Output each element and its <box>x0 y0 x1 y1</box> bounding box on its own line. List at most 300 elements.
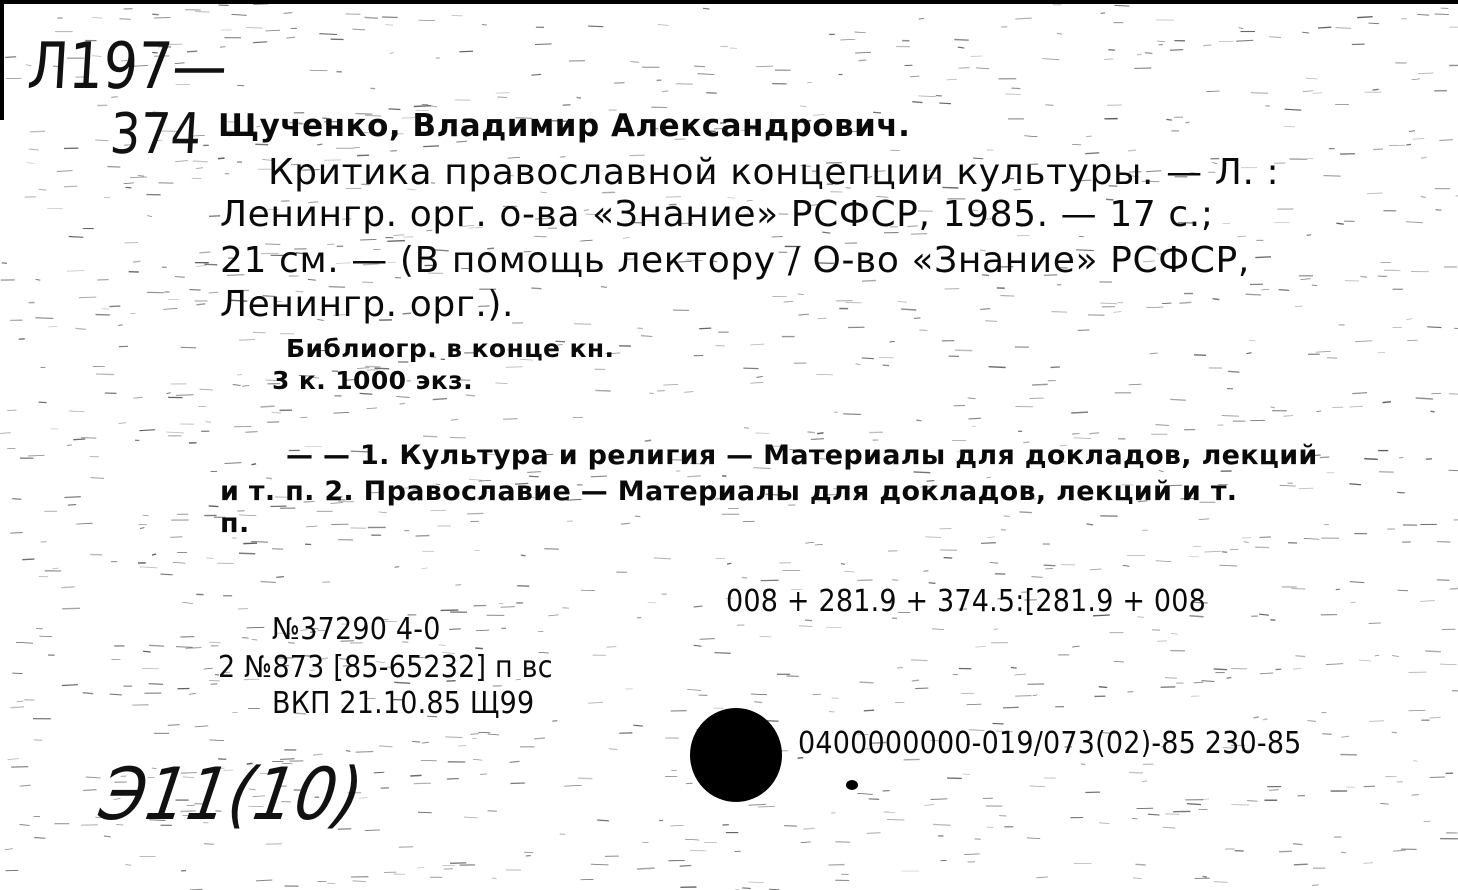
texture-dash <box>1393 850 1406 851</box>
texture-dash <box>286 37 295 38</box>
texture-dash <box>742 888 751 889</box>
texture-dash <box>109 306 120 307</box>
texture-dash <box>506 367 523 368</box>
texture-dash <box>1203 45 1211 46</box>
texture-dash <box>944 558 953 559</box>
texture-dash <box>237 85 244 86</box>
texture-dash <box>976 68 989 69</box>
texture-dash <box>999 815 1006 816</box>
texture-dash <box>601 287 607 288</box>
texture-dash <box>246 28 262 29</box>
texture-dash <box>859 60 867 61</box>
texture-dash <box>637 328 643 329</box>
texture-dash <box>1417 14 1429 15</box>
texture-dash <box>175 277 185 278</box>
texture-dash <box>1454 328 1458 329</box>
texture-dash <box>1299 488 1314 489</box>
texture-dash <box>73 439 85 440</box>
texture-dash <box>1137 54 1142 55</box>
texture-dash <box>482 25 487 26</box>
texture-dash <box>1012 88 1021 89</box>
texture-dash <box>1420 601 1435 602</box>
texture-dash <box>395 567 400 568</box>
texture-dash <box>911 660 928 661</box>
texture-dash <box>6 870 19 871</box>
texture-dash <box>1078 330 1090 331</box>
texture-dash <box>95 140 108 141</box>
texture-dash <box>1437 542 1451 543</box>
texture-dash <box>933 824 950 825</box>
texture-dash <box>149 684 163 685</box>
texture-dash <box>841 564 845 565</box>
subjects-line-2: и т. п. 2. Православие — Материалы для докладов, лекций и т. <box>220 476 1238 507</box>
subjects-line-3: п. <box>220 508 250 539</box>
texture-dash <box>1251 93 1268 94</box>
texture-dash <box>1449 470 1458 471</box>
texture-dash <box>69 411 85 412</box>
texture-dash <box>1450 588 1458 589</box>
texture-dash <box>919 330 927 331</box>
texture-dash <box>1042 59 1059 60</box>
texture-dash <box>433 399 447 400</box>
texture-dash <box>1431 393 1441 394</box>
texture-dash <box>1128 150 1136 151</box>
texture-dash <box>124 183 134 184</box>
texture-dash <box>199 252 210 253</box>
texture-dash <box>1283 416 1293 417</box>
texture-dash <box>1099 823 1109 824</box>
texture-dash <box>379 746 392 747</box>
texture-dash <box>1412 79 1420 80</box>
texture-dash <box>531 288 541 289</box>
texture-dash <box>754 702 762 703</box>
texture-dash <box>81 438 96 439</box>
texture-dash <box>247 627 265 628</box>
texture-dash <box>370 88 375 89</box>
texture-dash <box>317 144 322 145</box>
texture-dash <box>143 515 149 516</box>
texture-dash <box>466 395 475 396</box>
texture-dash <box>1369 23 1380 24</box>
texture-dash <box>378 512 387 513</box>
texture-dash <box>798 314 809 315</box>
punch-hole <box>690 708 782 802</box>
texture-dash <box>147 216 152 217</box>
texture-dash <box>662 91 669 92</box>
texture-dash <box>840 39 855 40</box>
texture-dash <box>1036 877 1048 878</box>
texture-dash <box>1312 285 1317 286</box>
texture-dash <box>800 106 806 107</box>
texture-dash <box>963 774 970 775</box>
texture-dash <box>1406 144 1411 145</box>
texture-dash <box>1449 394 1458 395</box>
ink-dot <box>846 780 858 790</box>
texture-dash <box>5 849 13 850</box>
texture-dash <box>676 84 693 85</box>
texture-dash <box>588 702 603 703</box>
texture-dash <box>130 177 147 178</box>
texture-dash <box>1367 193 1383 194</box>
texture-dash <box>57 171 73 172</box>
texture-dash <box>1303 91 1314 92</box>
texture-dash <box>1001 530 1006 531</box>
texture-dash <box>914 318 920 319</box>
texture-dash <box>206 422 212 423</box>
texture-dash <box>1412 139 1424 140</box>
texture-dash <box>8 759 19 760</box>
texture-dash <box>459 51 473 52</box>
texture-dash <box>670 825 683 826</box>
texture-dash <box>390 53 394 54</box>
texture-dash <box>1187 804 1201 805</box>
texture-dash <box>521 555 526 556</box>
texture-dash <box>20 785 31 786</box>
texture-dash <box>843 414 861 415</box>
texture-dash <box>319 34 337 35</box>
subjects-line-1: — — 1. Культура и религия — Материалы для докладов, лекций <box>286 440 1318 471</box>
texture-dash <box>860 682 874 683</box>
texture-dash <box>39 402 47 403</box>
texture-dash <box>597 820 609 821</box>
texture-dash <box>803 828 814 829</box>
texture-dash <box>1437 580 1450 581</box>
texture-dash <box>492 878 497 879</box>
texture-dash <box>104 836 111 837</box>
texture-dash <box>1086 524 1093 525</box>
texture-dash <box>68 505 76 506</box>
texture-dash <box>261 582 276 583</box>
texture-dash <box>844 571 854 572</box>
texture-dash <box>817 433 823 434</box>
texture-dash <box>642 842 648 843</box>
texture-dash <box>1199 519 1210 520</box>
texture-dash <box>119 19 131 20</box>
texture-dash <box>35 318 53 319</box>
texture-dash <box>1357 17 1372 18</box>
texture-dash <box>149 645 164 646</box>
texture-dash <box>197 266 207 267</box>
texture-dash <box>993 723 1004 724</box>
texture-dash <box>272 413 281 414</box>
texture-dash <box>1383 402 1391 403</box>
texture-dash <box>1090 569 1102 570</box>
description-line-2: Ленингр. орг. о-ва «Знание» РСФСР, 1985. — 17 с.; <box>220 194 1214 235</box>
texture-dash <box>1312 885 1319 886</box>
texture-dash <box>209 642 221 643</box>
texture-dash <box>1327 358 1337 359</box>
chamber-line-2: ВКП 21.10.85 Щ99 <box>272 686 535 721</box>
texture-dash <box>1030 786 1046 787</box>
texture-dash <box>1316 351 1331 352</box>
texture-dash <box>1045 105 1053 106</box>
texture-dash <box>1359 660 1371 661</box>
texture-dash <box>374 772 385 773</box>
texture-dash <box>1133 878 1142 879</box>
texture-dash <box>449 629 461 630</box>
texture-dash <box>743 368 758 369</box>
texture-dash <box>47 208 63 209</box>
texture-dash <box>1263 719 1267 720</box>
texture-dash <box>912 680 919 681</box>
texture-dash <box>110 694 122 695</box>
texture-dash <box>784 301 794 302</box>
texture-dash <box>1145 53 1153 54</box>
texture-dash <box>28 455 45 456</box>
texture-dash <box>17 701 24 702</box>
texture-dash <box>1162 303 1171 304</box>
texture-dash <box>855 52 871 53</box>
texture-dash <box>805 542 814 543</box>
texture-dash <box>727 563 731 564</box>
texture-dash <box>969 418 981 419</box>
texture-dash <box>990 562 999 563</box>
texture-dash <box>53 568 59 569</box>
texture-dash <box>419 20 436 21</box>
texture-dash <box>1280 485 1296 486</box>
texture-dash <box>954 40 969 41</box>
texture-dash <box>423 146 439 147</box>
texture-dash <box>473 759 482 760</box>
texture-dash <box>170 537 182 538</box>
texture-dash <box>1269 790 1279 791</box>
texture-dash <box>36 279 41 280</box>
texture-dash <box>758 806 775 807</box>
texture-dash <box>79 297 96 298</box>
texture-dash <box>22 559 34 560</box>
texture-dash <box>1165 678 1177 679</box>
texture-dash <box>69 237 84 238</box>
texture-dash <box>654 558 671 559</box>
texture-dash <box>1412 795 1419 796</box>
texture-dash <box>959 68 970 69</box>
texture-dash <box>190 290 201 291</box>
texture-dash <box>1439 140 1453 141</box>
texture-dash <box>12 673 22 674</box>
texture-dash <box>12 499 21 500</box>
texture-dash <box>1194 355 1206 356</box>
texture-dash <box>1336 223 1343 224</box>
texture-dash <box>195 726 208 727</box>
texture-dash <box>182 602 193 603</box>
texture-dash <box>1421 157 1427 158</box>
texture-dash <box>517 586 529 587</box>
texture-dash <box>1427 327 1441 328</box>
texture-dash <box>503 419 517 420</box>
texture-dash <box>260 406 274 407</box>
texture-dash <box>1019 512 1032 513</box>
texture-dash <box>1031 577 1042 578</box>
texture-dash <box>0 433 10 434</box>
texture-dash <box>385 25 393 26</box>
texture-dash <box>914 472 931 473</box>
texture-dash <box>1424 821 1431 822</box>
texture-dash <box>1032 384 1048 385</box>
texture-dash <box>698 74 715 75</box>
classification-index: 008 + 281.9 + 374.5:[281.9 + 008 <box>726 584 1207 619</box>
texture-dash <box>706 93 717 94</box>
texture-dash <box>1089 433 1099 434</box>
handwritten-note: Э11(10) <box>94 752 369 836</box>
texture-dash <box>968 398 976 399</box>
texture-dash <box>1072 646 1080 647</box>
texture-dash <box>534 236 546 237</box>
texture-dash <box>1024 136 1037 137</box>
texture-dash <box>1380 804 1388 805</box>
texture-dash <box>1350 406 1363 407</box>
texture-dash <box>239 553 255 554</box>
texture-dash <box>92 17 102 18</box>
texture-dash <box>1114 661 1124 662</box>
texture-dash <box>1392 656 1399 657</box>
texture-dash <box>475 550 480 551</box>
texture-dash <box>915 688 928 689</box>
texture-dash <box>1306 78 1318 79</box>
texture-dash <box>444 869 453 870</box>
author-heading: Щученко, Владимир Александрович. <box>218 108 911 144</box>
texture-dash <box>1129 772 1143 773</box>
texture-dash <box>300 417 307 418</box>
texture-dash <box>1373 89 1379 90</box>
texture-dash <box>1142 781 1147 782</box>
texture-dash <box>808 432 815 433</box>
texture-dash <box>161 574 173 575</box>
texture-dash <box>488 734 499 735</box>
texture-dash <box>1205 551 1222 552</box>
texture-dash <box>680 866 692 867</box>
texture-dash <box>204 668 213 669</box>
texture-dash <box>1101 13 1106 14</box>
texture-dash <box>1129 384 1142 385</box>
texture-dash <box>1148 814 1160 815</box>
texture-dash <box>1293 844 1302 845</box>
texture-dash <box>703 8 709 9</box>
texture-dash <box>119 423 127 424</box>
texture-dash <box>1397 492 1405 493</box>
texture-dash <box>189 694 196 695</box>
texture-dash <box>1375 655 1380 656</box>
texture-dash <box>526 856 531 857</box>
texture-dash <box>152 14 158 15</box>
texture-dash <box>1115 5 1130 6</box>
texture-dash <box>798 294 804 295</box>
texture-dash <box>352 29 365 30</box>
texture-dash <box>1222 416 1239 417</box>
texture-dash <box>535 44 552 45</box>
texture-dash <box>167 393 171 394</box>
texture-dash <box>41 542 47 543</box>
texture-dash <box>854 32 865 33</box>
texture-dash <box>10 533 22 534</box>
texture-dash <box>981 543 996 544</box>
texture-dash <box>857 793 872 794</box>
texture-dash <box>1409 131 1415 132</box>
texture-dash <box>1285 109 1302 110</box>
texture-dash <box>1296 656 1306 657</box>
texture-dash <box>265 30 280 31</box>
texture-dash <box>75 328 86 329</box>
texture-dash <box>704 842 717 843</box>
texture-dash <box>204 844 214 845</box>
texture-dash <box>1170 50 1183 51</box>
card-left-edge <box>0 0 4 120</box>
texture-dash <box>27 163 35 164</box>
texture-dash <box>1185 122 1189 123</box>
description-line-4: Ленингр. орг.). <box>220 284 515 325</box>
texture-dash <box>1203 799 1209 800</box>
texture-dash <box>1313 93 1323 94</box>
texture-dash <box>1255 257 1271 258</box>
texture-dash <box>577 97 582 98</box>
texture-dash <box>196 304 205 305</box>
texture-dash <box>756 66 773 67</box>
texture-dash <box>1320 457 1330 458</box>
texture-dash <box>163 309 177 310</box>
texture-dash <box>883 365 890 366</box>
texture-dash <box>1136 864 1146 865</box>
texture-dash <box>931 799 948 800</box>
texture-dash <box>1326 664 1343 665</box>
texture-dash <box>1324 176 1341 177</box>
texture-dash <box>416 536 430 537</box>
texture-dash <box>1146 307 1163 308</box>
texture-dash <box>243 543 257 544</box>
texture-dash <box>67 445 72 446</box>
texture-dash <box>472 738 477 739</box>
texture-dash <box>916 420 921 421</box>
texture-dash <box>975 646 985 647</box>
texture-dash <box>980 309 990 310</box>
texture-dash <box>242 638 249 639</box>
texture-dash <box>91 478 105 479</box>
texture-dash <box>181 347 197 348</box>
texture-dash <box>658 25 669 26</box>
texture-dash <box>1425 651 1441 652</box>
texture-dash <box>478 732 490 733</box>
shelfmark-line1: Л197— <box>25 30 230 104</box>
texture-dash <box>86 777 101 778</box>
texture-dash <box>306 526 317 527</box>
texture-dash <box>362 282 373 283</box>
texture-dash <box>1363 863 1373 864</box>
description-line-1: Критика православной концепции культуры. — Л. : <box>268 152 1280 193</box>
texture-dash <box>1413 761 1417 762</box>
texture-dash <box>1406 222 1423 223</box>
price-run: 3 к. 1000 экз. <box>272 366 473 395</box>
texture-dash <box>1157 41 1165 42</box>
texture-dash <box>7 448 15 449</box>
texture-dash <box>2 263 7 264</box>
texture-dash <box>987 827 994 828</box>
texture-dash <box>476 630 489 631</box>
texture-dash <box>200 389 213 390</box>
texture-dash <box>531 74 541 75</box>
texture-dash <box>126 864 132 865</box>
texture-dash <box>552 721 557 722</box>
texture-dash <box>1249 340 1256 341</box>
texture-dash <box>744 428 749 429</box>
texture-dash <box>480 774 487 775</box>
texture-dash <box>445 737 462 738</box>
texture-dash <box>1355 341 1372 342</box>
texture-dash <box>1269 37 1281 38</box>
texture-dash <box>431 106 437 107</box>
texture-dash <box>684 392 693 393</box>
texture-dash <box>1011 667 1017 668</box>
texture-dash <box>497 97 507 98</box>
texture-dash <box>62 608 80 609</box>
texture-dash <box>495 383 507 384</box>
